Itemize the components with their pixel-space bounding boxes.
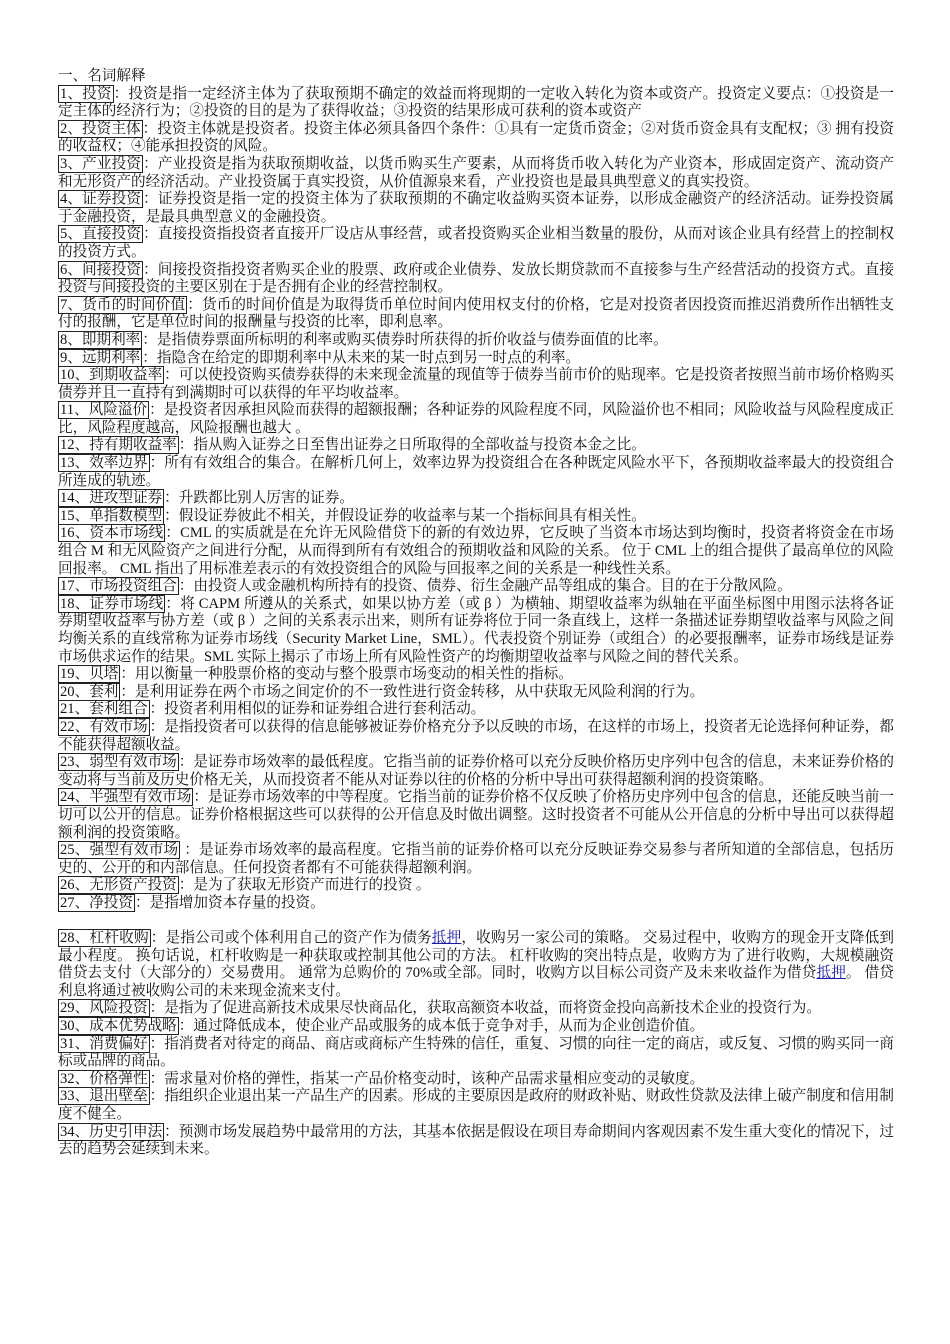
hyperlink-collateral[interactable]: 抵押 xyxy=(431,930,462,947)
term-separator: ： xyxy=(143,155,158,172)
term-separator: ： xyxy=(149,1070,165,1087)
glossary-term: 12、持有期收益率 xyxy=(60,437,177,454)
term-separator: ： xyxy=(165,595,181,612)
term-separator: ： xyxy=(165,525,181,542)
term-separator: ： xyxy=(142,349,157,366)
definition-text: 。 借贷利息将通过被收购公司的未来现金流来支付。 xyxy=(58,965,894,999)
glossary-term: 20、套利 xyxy=(60,683,119,700)
definition-text: 指组织企业退出某一产品生产的因素。形成的主要原因是政府的财政补贴、财政性贷款及法律上破产制度和信用制度不健全。 xyxy=(58,1088,894,1123)
glossary-term: 10、到期收益率 xyxy=(60,367,163,384)
glossary-entry xyxy=(58,1018,894,1036)
glossary-entry xyxy=(58,121,894,156)
glossary-entry xyxy=(58,191,894,226)
glossary-entry xyxy=(58,402,894,437)
glossary-term: 25、强型有效市场 xyxy=(60,842,179,859)
term-separator: ： xyxy=(178,1018,194,1035)
term-separator: ： xyxy=(187,296,202,313)
glossary-term: 11、风险溢价 xyxy=(60,402,148,419)
glossary-entry xyxy=(58,877,894,895)
term-separator: ： xyxy=(113,85,129,102)
glossary-entry xyxy=(58,350,894,368)
term-separator: ： xyxy=(143,261,158,278)
hyperlink-collateral[interactable]: 抵押 xyxy=(816,965,847,982)
glossary-entry xyxy=(58,578,894,596)
glossary-entry xyxy=(58,1036,894,1071)
definition-text: 产业投资是指为获取预期收益，以货币购买生产要素，从而将货币收入转化为产业资本，形成固定资产、流动资产和无形资产的经济活动。产业投资属于真实投资，从价值源泉来看，产业投资也是最具典型意义的真实投资。 xyxy=(58,155,894,190)
glossary-entry xyxy=(58,156,894,191)
definition-text: 是证券市场效率的最高程度。它指当前的证券价格可以充分反映证券交易参与者所知道的全部信息，包括历史的、公开的和内部信息。任何投资者都有不可能获得超额利润。 xyxy=(58,842,894,876)
glossary-term: 33、退出壁垒 xyxy=(60,1088,148,1105)
definition-text: 可以使投资购买债券获得的未来现金流量的现值等于债券当前市价的贴现率。它是投资者按照当前市场价格购买债券并且一直持有到满期时可以获得的年平均收益率。 xyxy=(58,367,894,401)
definition-text: 将 CAPM 所遵从的关系式，如果以协方差（或 β ）为横轴、期望收益率为纵轴在平面坐标图中用图示法将各证券期望收益率与协方差（或 β ）之间的关系表示出来，则所有证券将位于同一条直线上，这样一条描述证券期望收益率与风险之间均衡关系的直线常称为证券市场线（Security Market Line，SML）。代表投资个别证券（或组合）的必要报酬率，证券市场线是证券市场供求运作的结果。SML 实际上揭示了市场上所有风险性资产的均衡期望收益率与风险之间的替代关系。 xyxy=(58,595,894,665)
term-separator: ： xyxy=(149,718,165,735)
glossary-entry-28 xyxy=(58,930,894,1000)
term-separator: ： xyxy=(178,877,194,894)
term-separator: ： xyxy=(149,1000,165,1017)
glossary-term: 34、历史引申法 xyxy=(60,1123,163,1140)
section-heading: 一、名词解释 xyxy=(58,68,146,84)
definition-text: 假设证券彼此不相关，并假设证券的收益率与某一个指标间具有相关性。 xyxy=(178,507,646,524)
definition-text: 货币的时间价值是为取得货币单位时间内使用权支付的价格，它是对投资者因投资而推迟消费所作出牺牲支付的报酬，它是单位时间的报酬量与投资的比率，即利息率。 xyxy=(58,296,894,331)
term-separator: ： xyxy=(178,437,194,454)
definition-text: 需求量对价格的弹性，指某一产品价格变动时，该种产品需求量相应变动的灵敏度。 xyxy=(164,1070,705,1087)
term-separator: ： xyxy=(149,1088,165,1105)
definition-text: 间接投资指投资者购买企业的股票、政府或企业债券、发放长期贷款而不直接参与生产经营活动的投资方式。直接投资与间接投资的主要区别在于是否拥有企业的经营控制权。 xyxy=(58,261,894,296)
glossary-entry xyxy=(58,262,894,297)
glossary-entry xyxy=(58,842,894,877)
definition-text: 是证券市场效率的最低程度。它指当前的证券价格可以充分反映价格历史序列中包含的信息，未来证券价格的变动将与当前及历史价格无关，从而投资者不能从对证券以往的价格的分析中导出可获得超额利润的投资策略。 xyxy=(58,754,894,788)
glossary-term: 6、间接投资 xyxy=(60,261,142,278)
glossary-term: 5、直接投资 xyxy=(60,226,142,243)
glossary-entry xyxy=(58,1088,894,1123)
glossary-term: 15、单指数模型 xyxy=(60,507,163,524)
term-separator: ： xyxy=(120,666,135,683)
glossary-term: 4、证券投资 xyxy=(60,191,142,208)
glossary-term: 26、无形资产投资 xyxy=(60,877,177,894)
term-separator: ： xyxy=(149,1035,165,1052)
term-separator: ： xyxy=(178,754,194,771)
definition-text: 指隐含在给定的即期利率中从未来的某一时点到另一时点的利率。 xyxy=(156,349,581,366)
term-separator: ： xyxy=(150,930,166,947)
glossary-term: 22、有效市场 xyxy=(60,718,148,735)
glossary-entry xyxy=(58,525,894,578)
glossary-term: 16、资本市场线 xyxy=(60,525,164,542)
definition-text: 指从购入证券之日至售出证券之日所取得的全部收益与投资本金之比。 xyxy=(193,437,646,454)
definition-text: 是为了获取无形资产而进行的投资 。 xyxy=(193,877,431,894)
glossary-entry xyxy=(58,895,894,913)
glossary-entry xyxy=(58,754,894,789)
glossary-term: 2、投资主体 xyxy=(60,120,141,137)
glossary-term: 29、风险投资 xyxy=(60,1000,148,1017)
term-separator: ： xyxy=(134,894,150,911)
glossary-entry xyxy=(58,297,894,332)
term-separator: ： xyxy=(143,226,158,243)
definition-text: 是指公司或个体利用自己的资产作为债务 xyxy=(165,930,432,947)
term-separator: ： xyxy=(149,402,164,419)
term-separator: ： xyxy=(164,507,179,524)
glossary-entry xyxy=(58,86,894,121)
definition-text: ，收购另一家公司的策略。 交易过程中，收购方的现金开支降低到最小程度。 换句话说，杠杆收购是一种获取或控制其他公司的方法。 杠杆收购的突出特点是，收购方为了进行收购，大规模融资借贷去支付（大部分的）交易费用。 通常为总购价的 70%或全部。同时，收购方以目标公司资产及未来收益作为借贷 xyxy=(58,930,894,982)
definition-text: 预测市场发展趋势中最常用的方法，其基本依据是假设在项目寿命期间内客观因素不发生重大变化的情况下，过去的趋势会延续到未来。 xyxy=(58,1123,894,1158)
definition-text: 是指增加资本存量的投资。 xyxy=(149,894,325,911)
definition-text: 是证券市场效率的中等程度。它指当前的证券价格不仅反映了价格历史序列中包含的信息，还能反映当前一切可以公开的信息。证券价格根据这些可以获得的公开信息及时做出调整。这时投资者不可能从公开信息的分析中导出可以获得超额利润的投资策略。 xyxy=(58,789,894,841)
glossary-term: 1、投资 xyxy=(60,85,112,102)
glossary-entry xyxy=(58,508,894,526)
term-separator: ： xyxy=(149,455,165,472)
glossary-term: 14、进攻型证券 xyxy=(60,490,163,507)
glossary-term: 27、净投资 xyxy=(60,894,133,911)
definition-text: 用以衡量一种股票价格的变动与整个股票市场变动的相关性的指标。 xyxy=(135,666,573,683)
term-separator: ： xyxy=(164,490,179,507)
glossary-term: 8、即期利率 xyxy=(60,331,141,348)
definition-text: 是指债券票面所标明的利率或购买债券时所获得的折价收益与债券面值的比率。 xyxy=(156,331,668,348)
glossary-entry xyxy=(58,1124,894,1159)
glossary-term: 17、市场投资组合 xyxy=(60,578,177,595)
glossary-entry xyxy=(58,666,894,684)
definition-text: 直接投资指投资者直接开厂设店从事经营，或者投资购买企业相当数量的股份，从而对该企业具有经营上的控制权的投资方式。 xyxy=(58,226,894,260)
definition-text: 升跌都比别人厉害的证券。 xyxy=(178,490,354,507)
definition-text: 所有有效组合的集合。在解析几何上，效率边界为投资组合在各种既定风险水平下，各预期收益率最大的投资组合所连成的轨迹。 xyxy=(58,455,894,489)
definition-text: 是指投资者可以获得的信息能够被证券价格充分予以反映的市场，在这样的市场上，投资者无论选择何种证券，都不能获得超额收益。 xyxy=(58,718,894,753)
glossary-term: 18、证券市场线 xyxy=(60,595,164,612)
definition-text: 投资是指一定经济主体为了获取预期不确定的效益而将现期的一定收入转化为资本或资产。投资定义要点：①投资是一定主体的经济行为；②投资的目的是为了获得收益；③投资的结果形成可获利的资本或资产 xyxy=(58,85,894,120)
glossary-entry xyxy=(58,1071,894,1089)
term-separator: ： xyxy=(193,789,208,806)
definition-text: 通过降低成本，使企业产品或服务的成本低于竞争对手，从而为企业创造价值。 xyxy=(193,1018,705,1035)
glossary-term: 28、杠杆收购 xyxy=(60,930,149,947)
definition-text: 投资主体就是投资者。投资主体必须具备四个条件：①具有一定货币资金；②对货币资金具有支配权；③ 拥有投资的收益权；④能承担投资的风险。 xyxy=(58,120,894,155)
term-separator: ： xyxy=(149,701,165,718)
definition-text: 由投资人或金融机构所持有的投资、债券、衍生金融产品等组成的集合。目的在于分散风险。 xyxy=(193,578,792,595)
definition-text: 投资者利用相似的证券和证券组合进行套利活动。 xyxy=(164,701,486,718)
glossary-entry xyxy=(58,490,894,508)
glossary-entry xyxy=(58,367,894,402)
definition-text: 证券投资是指一定的投资主体为了获取预期的不确定收益购买资本证券，以形成金融资产的经济活动。证券投资属于金融投资，是最具典型意义的金融投资。 xyxy=(58,191,894,225)
term-separator: ： xyxy=(120,683,135,700)
term-separator: ： xyxy=(142,331,157,348)
definition-text: 指消费者对待定的商品、商店或商标产生特殊的信任，重复、习惯的向往一定的商店，或反复、习惯的购买同一商标或品牌的商品。 xyxy=(58,1035,894,1070)
term-separator: ： xyxy=(143,191,158,208)
definition-text: 是指为了促进高新技术成果尽快商品化，获取高额资本收益，而将资金投向高新技术企业的投资行为。 xyxy=(164,1000,821,1017)
glossary-term: 9、远期利率 xyxy=(60,349,141,366)
glossary-term: 13、效率边界 xyxy=(60,455,148,472)
term-separator: ： xyxy=(142,120,158,137)
glossary-term: 21、套利组合 xyxy=(60,701,148,718)
glossary-term: 19、贝塔 xyxy=(60,666,119,683)
term-separator: ： xyxy=(180,842,199,859)
glossary-entry xyxy=(58,226,894,261)
glossary-term: 32、价格弹性 xyxy=(60,1070,148,1087)
term-separator: ： xyxy=(164,1123,179,1140)
glossary-term: 7、货币的时间价值 xyxy=(60,296,186,313)
glossary-term: 24、半强型有效市场 xyxy=(60,789,192,806)
document-page xyxy=(58,68,894,1159)
definition-text: 是投资者因承担风险而获得的超额报酬；各种证券的风险程度不同，风险溢价也不相同；风险收益与风险程度成正比，风险程度越高，风险报酬也越大 。 xyxy=(58,402,894,436)
definition-text: CML 的实质就是在允许无风险借贷下的新的有效边界，它反映了当资本市场达到均衡时，投资者将资金在市场组合 M 和无风险资产之间进行分配，从而得到所有有效组合的预期收益和风险的关系。 位于 CML 上的组合提供了最高单位的风险回报率。 CML 指出了用标准差表示的有效投资组合的风险与回报率之间的关系是一种线性关系。 xyxy=(58,525,894,577)
glossary-term: 3、产业投资 xyxy=(60,155,142,172)
glossary-entry xyxy=(58,789,894,842)
glossary-entry xyxy=(58,332,894,350)
glossary-list xyxy=(58,86,894,913)
term-separator: ： xyxy=(164,367,179,384)
glossary-entry xyxy=(58,1000,894,1018)
glossary-entry xyxy=(58,701,894,719)
glossary-entry xyxy=(58,719,894,754)
glossary-term: 30、成本优势战略 xyxy=(60,1018,177,1035)
glossary-term: 23、弱型有效市场 xyxy=(60,754,177,771)
definition-text: 是利用证券在两个市场之间定价的不一致性进行资金转移，从中获取无风险利润的行为。 xyxy=(135,683,705,700)
glossary-entry xyxy=(58,437,894,455)
glossary-list xyxy=(58,1000,894,1158)
glossary-entry xyxy=(58,684,894,702)
glossary-term: 31、消费偏好 xyxy=(60,1035,148,1052)
glossary-entry xyxy=(58,596,894,666)
term-separator: ： xyxy=(178,578,194,595)
glossary-entry xyxy=(58,455,894,490)
blank-line xyxy=(58,913,894,931)
